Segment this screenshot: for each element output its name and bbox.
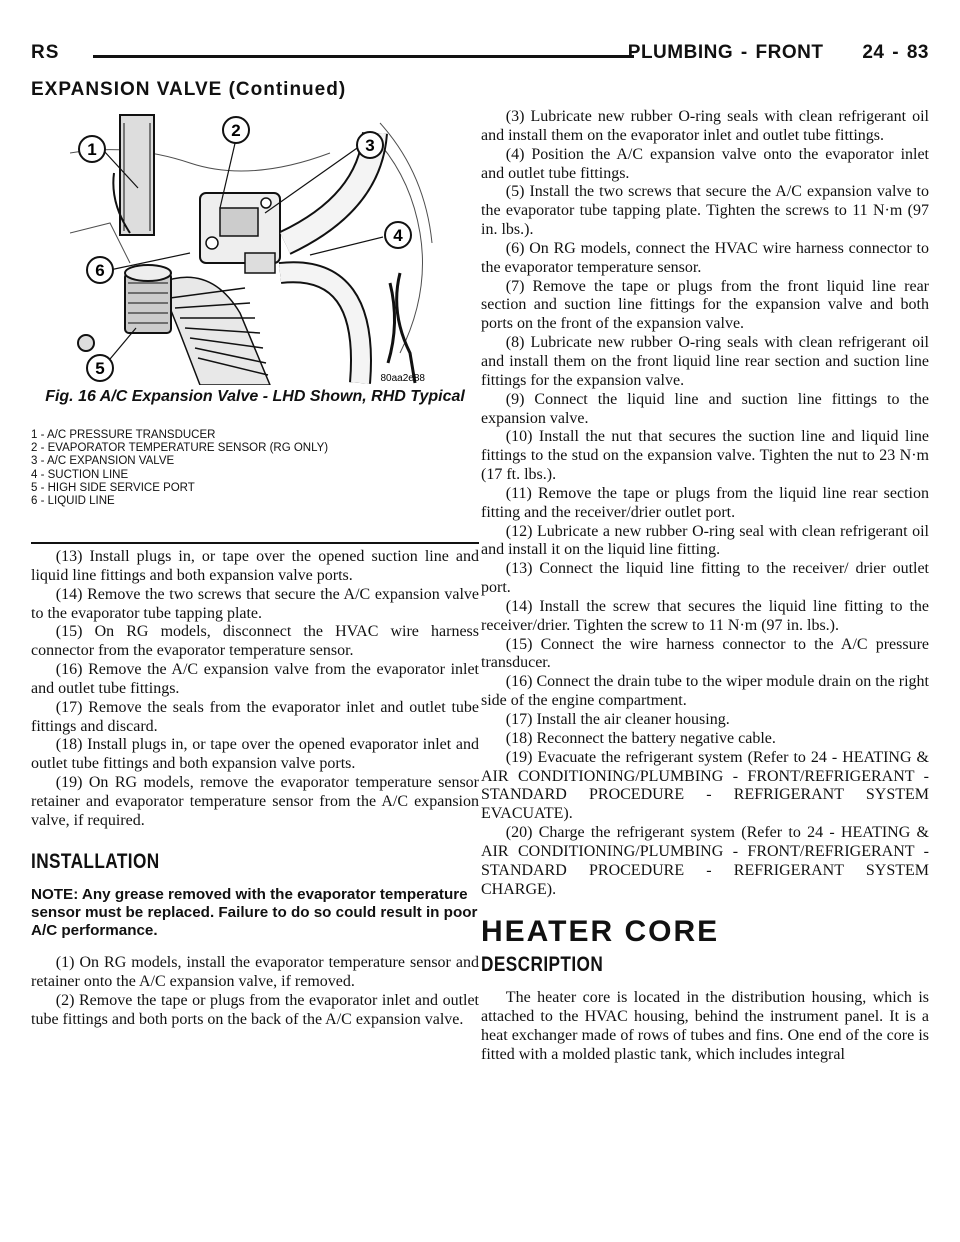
callout-5-label: 5 bbox=[95, 359, 105, 378]
installation-step: (15) Connect the wire harness connector to the A/C pressure transducer. bbox=[481, 635, 929, 672]
legend-item: 1 - A/C PRESSURE TRANSDUCER bbox=[31, 429, 216, 441]
installation-step: (16) Connect the drain tube to the wiper module drain on the right side of the engine compartment. bbox=[481, 673, 929, 710]
removal-step: (17) Remove the seals from the evaporator inlet and outlet tube fittings and discard. bbox=[31, 698, 479, 735]
installation-step: (3) Lubricate new rubber O-ring seals with clean refrigerant oil and install them on the evaporator inlet and outlet tube fittings. bbox=[481, 108, 929, 144]
installation-step: (10) Install the nut that secures the suction line and liquid line fittings to the stud on the expansion valve. Tighten the nut to 23 N·m (17 ft. lbs.). bbox=[481, 428, 929, 484]
expansion-valve-illustration bbox=[70, 113, 440, 385]
removal-step: (19) On RG models, remove the evaporator temperature sensor retainer and evaporator temperature sensor from the A/C expansion valve, if required. bbox=[31, 774, 479, 829]
legend-item: 4 - SUCTION LINE bbox=[31, 468, 129, 481]
removal-step: (13) Install plugs in, or tape over the opened suction line and liquid line fittings and both expansion valve ports. bbox=[31, 548, 479, 584]
figure-code: 80aa2e88 bbox=[380, 373, 425, 384]
bolt-shape bbox=[78, 335, 94, 351]
removal-step: (15) On RG models, disconnect the HVAC wire harness connector from the evaporator temperature sensor. bbox=[31, 623, 479, 660]
callout-4-label: 4 bbox=[393, 226, 403, 245]
description-text: The heater core is located in the distribution housing, which is attached to the HVAC housing, behind the instrument panel. It is a heat exchanger made of rows of tubes and fins. One end of the core is fitted with a molded plastic tank, which includes integral bbox=[481, 989, 929, 1063]
callout-6 bbox=[87, 257, 113, 283]
callout-5 bbox=[87, 355, 113, 381]
installation-step: (17) Install the air cleaner housing. bbox=[505, 711, 730, 728]
installation-step: (18) Reconnect the battery negative cable. bbox=[505, 729, 776, 747]
page-number: 24 - 83 bbox=[862, 42, 929, 63]
installation-step: (20) Charge the refrigerant system (Refer to 24 - HEATING & AIR CONDITIONING/PLUMBING - FRONT/REFRIGERANT - STANDARD PROCEDURE - REFRIGERANT SYSTEM CHARGE). bbox=[481, 824, 929, 898]
installation-step: (5) Install the two screws that secure the A/C expansion valve to the evaporator tube tapping plate. Tighten the screws to 11 N·m (97 in. lbs.). bbox=[481, 183, 929, 239]
installation-step: (1) On RG models, install the evaporator temperature sensor and retainer onto the A/C expansion valve, if removed. bbox=[31, 954, 479, 991]
section-continued-title: EXPANSION VALVE (Continued) bbox=[31, 79, 347, 100]
callout-1 bbox=[79, 136, 105, 162]
legend-item: 6 - LIQUID LINE bbox=[31, 495, 115, 508]
installation-heading: INSTALLATION bbox=[31, 849, 160, 873]
installation-step: (2) Remove the tape or plugs from the evaporator inlet and outlet tube fittings and both ports on the back of the A/C expansion valve. bbox=[31, 992, 479, 1028]
installation-step: (14) Install the screw that secures the liquid line fitting to the receiver/drier. Tighten the screw to 11 N·m (97 in. lbs.). bbox=[481, 597, 929, 634]
heater-core-heading: HEATER CORE bbox=[481, 915, 720, 949]
installation-note: NOTE: Any grease removed with the evaporator temperature sensor must be replaced. Failure to do so could result in poor A/C performance. bbox=[31, 885, 478, 940]
header-title: PLUMBING - FRONT bbox=[627, 42, 824, 63]
installation-step: (13) Connect the liquid line fitting to the receiver/ drier outlet port. bbox=[481, 560, 929, 597]
installation-step: (19) Evacuate the refrigerant system (Refer to 24 - HEATING & AIR CONDITIONING/PLUMBING - FRONT/REFRIGERANT - STANDARD PROCEDURE - REFRIGERANT SYSTEM EVACUATE). bbox=[481, 748, 929, 823]
valve-block-shape bbox=[200, 193, 280, 273]
installation-step: (6) On RG models, connect the HVAC wire harness connector to the evaporator temperature sensor. bbox=[481, 239, 929, 276]
callout-1-label: 1 bbox=[87, 140, 97, 159]
page-header bbox=[31, 42, 929, 68]
removal-step: (16) Remove the A/C expansion valve from the evaporator inlet and outlet tube fittings. bbox=[31, 661, 479, 697]
pressure-transducer-shape bbox=[113, 115, 154, 235]
callout-2 bbox=[223, 117, 249, 143]
installation-step: (7) Remove the tape or plugs from the front liquid line rear section and suction line fittings for the expansion valve and both ports on the front of the expansion valve. bbox=[481, 277, 929, 333]
installation-step: (8) Lubricate new rubber O-ring seals with clean refrigerant oil and install them on the front liquid line rear section and suction line fittings for the expansion valve. bbox=[481, 334, 929, 389]
installation-step: (12) Lubricate a new rubber O-ring seal with clean refrigerant oil and install it on the liquid line fitting. bbox=[481, 522, 929, 559]
legend-divider bbox=[31, 542, 479, 544]
figure-legend bbox=[31, 429, 479, 508]
service-port-shape bbox=[125, 265, 171, 333]
removal-step: (18) Install plugs in, or tape over the opened evaporator inlet and outlet tube fittings and both expansion valve ports. bbox=[31, 736, 479, 773]
description-heading: DESCRIPTION bbox=[481, 953, 604, 977]
callout-3-label: 3 bbox=[365, 136, 375, 155]
callout-6-label: 6 bbox=[95, 261, 105, 280]
callout-2-label: 2 bbox=[231, 121, 241, 140]
legend-item: 2 - EVAPORATOR TEMPERATURE SENSOR (RG ONLY) bbox=[31, 442, 329, 455]
legend-item: 3 - A/C EXPANSION VALVE bbox=[31, 455, 175, 468]
installation-step: (4) Position the A/C expansion valve onto the evaporator inlet and outlet tube fittings. bbox=[481, 145, 929, 182]
left-column bbox=[31, 548, 479, 1030]
installation-step: (9) Connect the liquid line and suction line fittings to the expansion valve. bbox=[481, 390, 929, 427]
installation-step: (11) Remove the tape or plugs from the liquid line rear section fitting and the receiver/drier outlet port. bbox=[481, 484, 929, 521]
callout-3 bbox=[357, 132, 383, 158]
right-column bbox=[481, 108, 929, 1065]
header-right bbox=[628, 42, 929, 64]
figure-caption: Fig. 16 A/C Expansion Valve - LHD Shown, RHD Typical bbox=[45, 388, 465, 405]
header-manual-code: RS bbox=[31, 42, 60, 63]
header-rule bbox=[93, 55, 634, 58]
callout-4 bbox=[385, 222, 411, 248]
removal-step: (14) Remove the two screws that secure the A/C expansion valve to the evaporator tube tapping plate. bbox=[31, 585, 479, 622]
legend-item: 5 - HIGH SIDE SERVICE PORT bbox=[31, 481, 195, 494]
